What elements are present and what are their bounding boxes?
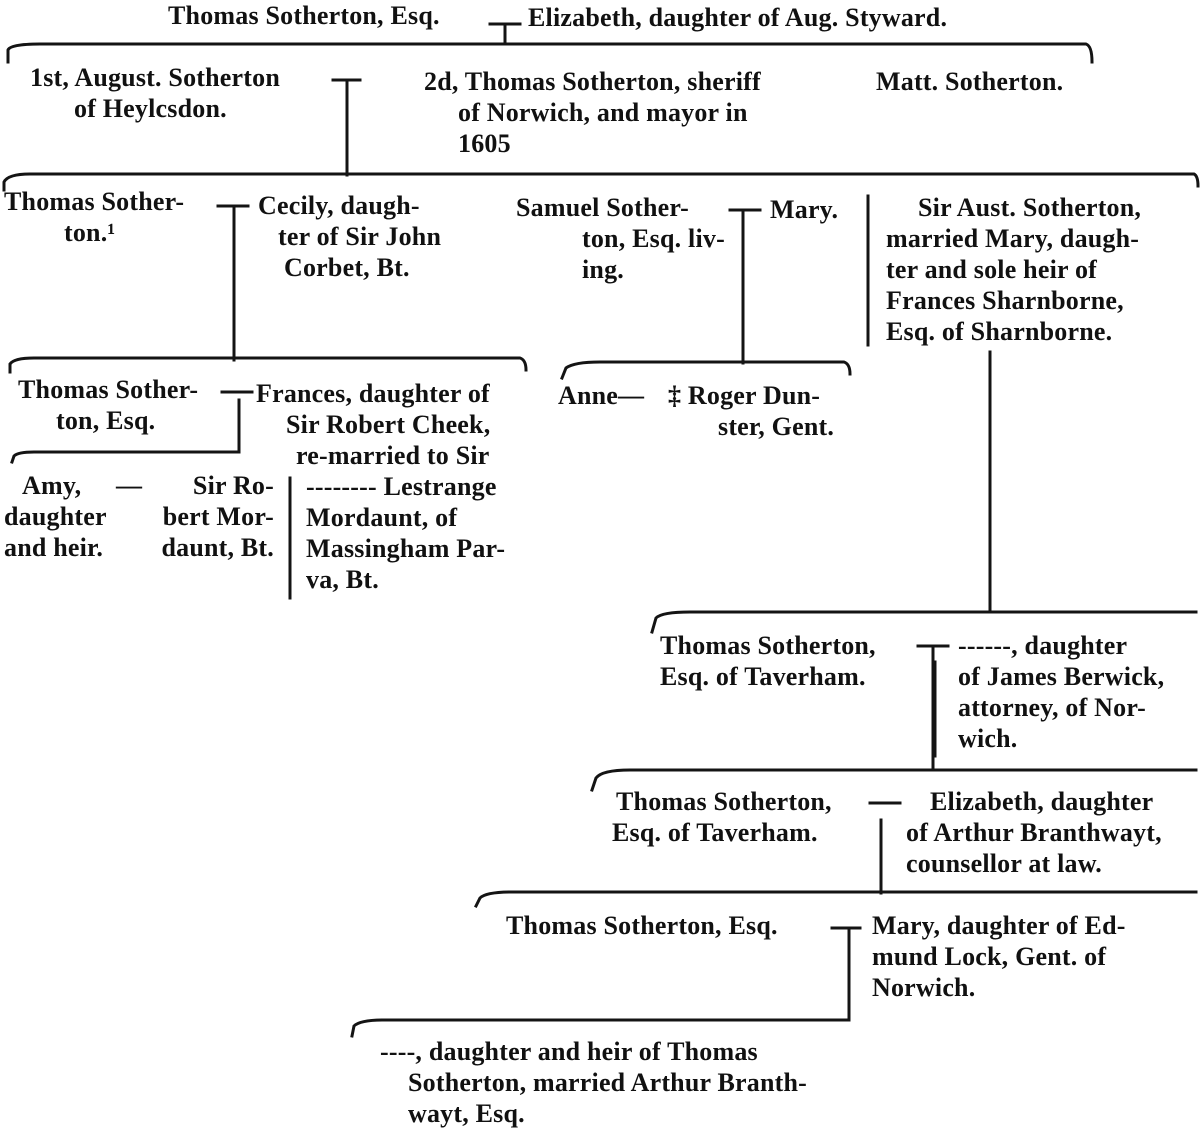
gen2-thomas-line1: 2d, Thomas Sotherton, sheriff <box>424 67 761 96</box>
gen5-sir-robert <box>142 470 274 563</box>
gen5-sir-robert-line2: bert Mor- <box>162 502 274 531</box>
child-bracket-gen5 <box>12 452 239 462</box>
gen4-roger <box>668 380 834 442</box>
taverham1-wife-line4: wich. <box>958 724 1018 753</box>
heiress <box>380 1036 807 1129</box>
gen3-sir-aust-line3: ter and sole heir of <box>886 255 1098 284</box>
gen4-roger-line2: ster, Gent. <box>718 412 835 441</box>
gen2-thomas-sheriff <box>424 66 761 159</box>
gen3-samuel <box>516 192 725 285</box>
gen3-samuel-line3: ing. <box>582 255 624 284</box>
taverham1-husband-line2: Esq. of Taverham. <box>660 662 866 691</box>
child-bracket-heiress <box>352 1020 849 1036</box>
gen5-dash: — <box>116 471 143 500</box>
taverham1-wife-line3: attorney, of Nor- <box>958 693 1146 722</box>
gen5-sir-robert-line1: Sir Ro- <box>192 471 274 500</box>
gen3-mary: Mary. <box>770 195 839 224</box>
gen3-samuel-line1: Samuel Sother- <box>516 193 689 222</box>
gen5-amy-line1: Amy, <box>22 471 82 500</box>
gen8-husband: Thomas Sotherton, Esq. <box>506 911 778 940</box>
taverham2-husband-line2: Esq. of Taverham. <box>612 818 818 847</box>
gen8-wife <box>872 910 1126 1003</box>
gen3-cecily-line2: ter of Sir John <box>278 222 442 251</box>
gen2-matt: Matt. Sotherton. <box>876 67 1064 96</box>
taverham2-husband <box>612 786 832 848</box>
gen8-wife-line2: mund Lock, Gent. of <box>872 942 1107 971</box>
gen2-thomas-line3: 1605 <box>458 129 511 158</box>
gen4-thomas-line2: ton, Esq. <box>56 406 156 435</box>
gen3-thomas <box>4 186 184 248</box>
heiress-line3: wayt, Esq. <box>408 1099 525 1128</box>
taverham2-wife-line3: counsellor at law. <box>906 849 1102 878</box>
gen2-august-line1: 1st, August. Sotherton <box>30 63 280 92</box>
root-husband: Thomas Sotherton, Esq. <box>168 1 440 30</box>
sibling-bracket-gen2 <box>8 44 1092 62</box>
taverham2-wife <box>906 786 1162 879</box>
taverham2-husband-line1: Thomas Sotherton, <box>616 787 832 816</box>
gen5-amy-line3: and heir. <box>4 533 104 562</box>
gen4-thomas-line1: Thomas Sother- <box>18 375 199 404</box>
taverham1-husband-line1: Thomas Sotherton, <box>660 631 876 660</box>
gen3-sir-aust-line4: Frances Sharnborne, <box>886 286 1124 315</box>
gen3-cecily-line3: Corbet, Bt. <box>284 253 410 282</box>
gen3-sir-aust-line5: Esq. of Sharnborne. <box>886 317 1113 346</box>
gen5-amy <box>4 470 107 563</box>
gen3-samuel-line2: ton, Esq. liv- <box>582 224 725 253</box>
taverham1-wife-line1: ------, daughter <box>958 631 1128 660</box>
gen4-frances-line1: Frances, daughter of <box>256 379 490 408</box>
gen3-sir-aust-line1: Sir Aust. Sotherton, <box>918 193 1142 222</box>
child-bracket-gen8 <box>476 892 1196 906</box>
gen3-cecily-line1: Cecily, daugh- <box>258 191 420 220</box>
gen5-sir-robert-line3: daunt, Bt. <box>161 533 274 562</box>
gen2-august-line2: of Heylcsdon. <box>74 94 227 123</box>
gen8-wife-line1: Mary, daughter of Ed- <box>872 911 1126 940</box>
gen3-cecily <box>258 190 441 283</box>
gen5-amy-line2: daughter <box>4 502 107 531</box>
gen4-frances-line7: va, Bt. <box>306 565 379 594</box>
gen2-thomas-line2: of Norwich, and mayor in <box>458 98 748 127</box>
gen4-anne: Anne— <box>558 381 645 410</box>
gen3-sir-aust-line2: married Mary, daugh- <box>886 224 1140 253</box>
child-bracket-taverham1 <box>652 612 1196 632</box>
taverham1-wife <box>958 630 1164 754</box>
sibling-bracket-gen4-left <box>10 358 526 372</box>
gen3-thomas-line2: ton.¹ <box>64 218 116 247</box>
root-wife: Elizabeth, daughter of Aug. Styward. <box>528 3 948 32</box>
gen8-wife-line3: Norwich. <box>872 973 976 1002</box>
gen4-frances-line4: -------- Lestrange <box>306 472 497 501</box>
gen4-frances <box>256 378 505 595</box>
taverham2-wife-line2: of Arthur Branthwayt, <box>906 818 1162 847</box>
gen2-august <box>30 62 280 124</box>
gen4-frances-line6: Massingham Par- <box>306 534 506 563</box>
taverham2-wife-line1: Elizabeth, daughter <box>930 787 1154 816</box>
heiress-line1: ----, daughter and heir of Thomas <box>380 1037 758 1066</box>
child-bracket-anne <box>562 362 850 378</box>
gen4-frances-line2: Sir Robert Cheek, <box>286 410 491 439</box>
gen4-thomas <box>18 374 198 436</box>
gen4-frances-line5: Mordaunt, of <box>306 503 458 532</box>
heiress-line2: Sotherton, married Arthur Branth- <box>408 1068 807 1097</box>
gen4-frances-line3: re-married to Sir <box>296 441 490 470</box>
taverham1-wife-line2: of James Berwick, <box>958 662 1165 691</box>
taverham1-husband <box>660 630 876 692</box>
gen3-sir-aust <box>886 192 1141 347</box>
gen4-roger-line1: ‡ Roger Dun- <box>668 381 821 410</box>
gen3-thomas-line1: Thomas Sother- <box>4 187 185 216</box>
